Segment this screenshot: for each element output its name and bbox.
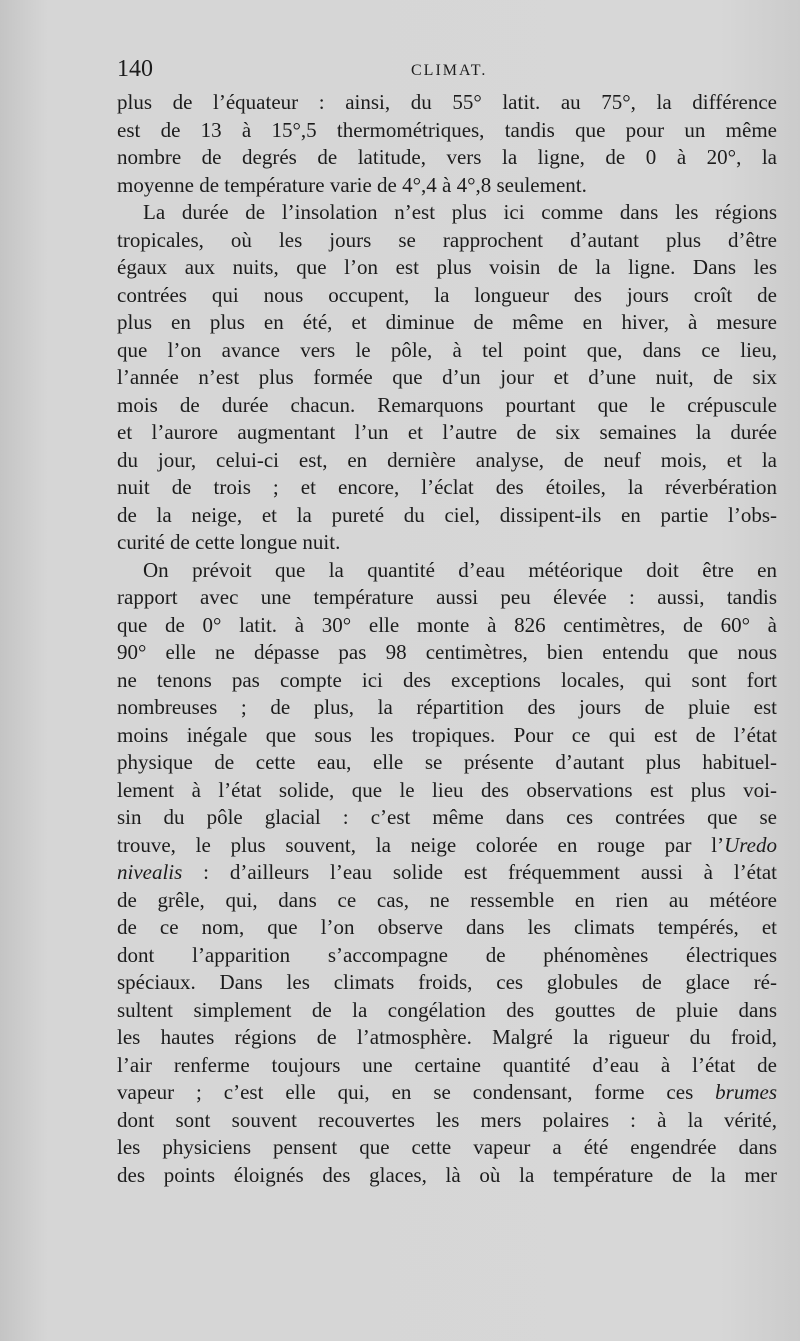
text-run: : d’ailleurs l’eau solide est fréquemment aussi à l’état: [182, 860, 777, 884]
text-run: vapeur ; c’est elle qui, en se condensant, forme ces: [117, 1080, 716, 1104]
text-line: que de 0° latit. à 30° elle monte à 826 centimètres, de 60° à: [117, 612, 777, 637]
text-line: lement à l’état solide, que le lieu des observations est plus voi-: [117, 777, 777, 802]
text-line: sin du pôle glacial : c’est même dans ces contrées que se: [117, 805, 777, 829]
text-line: nuit de trois ; et encore, l’éclat des étoiles, la réverbération: [117, 475, 777, 499]
text-line: plus de l’équateur : ainsi, du 55° latit. au 75°, la différence: [117, 90, 777, 114]
text-line: du jour, celui-ci est, en dernière analyse, de neuf mois, et la: [117, 447, 777, 472]
page-header: [117, 56, 777, 86]
text-line: les physiciens pensent que cette vapeur a été engendrée dans: [117, 1135, 777, 1159]
italic-term: nivealis: [117, 860, 183, 884]
paragraph-1: [117, 89, 777, 199]
text-line: de ce nom, que l’on observe dans les climats tempérés, et: [117, 915, 777, 939]
italic-term: Uredo: [724, 832, 777, 857]
text-line: que l’on avance vers le pôle, à tel point que, dans ce lieu,: [117, 337, 777, 362]
text-line: des points éloignés des glaces, là où la température de la mer: [117, 1162, 777, 1187]
paragraph-2: [117, 199, 777, 557]
text-line: [117, 859, 777, 887]
running-title: CLIMAT.: [411, 62, 488, 79]
text-line: de grêle, qui, dans ce cas, ne ressemble en rien au météore: [117, 887, 777, 912]
text-line: nombreuses ; de plus, la répartition des jours de pluie est: [117, 695, 777, 719]
paragraph-3: [117, 557, 777, 1190]
text-run: trouve, le plus souvent, la neige colorée en rouge par l’: [117, 832, 725, 857]
text-line: rapport avec une température aussi peu élevée : aussi, tandis: [117, 585, 777, 609]
text-line-with-italic: [117, 832, 777, 860]
text-line: spéciaux. Dans les climats froids, ces globules de glace ré-: [117, 970, 777, 994]
text-line: nombre de degrés de latitude, vers la ligne, de 0 à 20°, la: [117, 145, 777, 169]
text-line: La durée de l’insolation n’est plus ici comme dans les régions: [143, 200, 777, 224]
text-line: l’année n’est plus formée que d’un jour et d’une nuit, de six: [117, 365, 777, 389]
text-line: curité de cette longue nuit.: [117, 530, 341, 554]
text-line: égaux aux nuits, que l’on est plus voisin de la ligne. Dans les: [117, 255, 777, 279]
text-line: est de 13 à 15°,5 thermométriques, tandis que pour un même: [117, 117, 777, 142]
text-line: physique de cette eau, elle se présente d’autant plus habituel-: [117, 750, 777, 774]
text-line-with-italic: [117, 1079, 777, 1107]
text-line: moyenne de température varie de 4°,4 à 4°,8 seulement.: [117, 172, 587, 197]
text-line: l’air renferme toujours une certaine quantité d’eau à l’état de: [117, 1052, 777, 1077]
text-line: moins inégale que sous les tropiques. Pour ce qui est de l’état: [117, 722, 777, 747]
text-line: sultent simplement de la congélation des gouttes de pluie dans: [117, 997, 777, 1022]
text-line: ne tenons pas compte ici des exceptions locales, qui sont fort: [117, 667, 777, 692]
text-line: et l’aurore augmentant l’un et l’autre de six semaines la durée: [117, 420, 777, 444]
text-line: les hautes régions de l’atmosphère. Malgré la rigueur du froid,: [117, 1025, 777, 1049]
text-line: de la neige, et la pureté du ciel, dissipent-ils en partie l’obs-: [117, 502, 777, 527]
page-number: 140: [117, 56, 153, 82]
text-line: dont l’apparition s’accompagne de phénomènes électriques: [117, 942, 777, 967]
body-text: [117, 89, 777, 1189]
text-line: On prévoit que la quantité d’eau météorique doit être en: [143, 557, 777, 582]
text-line: plus en plus en été, et diminue de même en hiver, à mesure: [117, 310, 777, 334]
text-line: 90° elle ne dépasse pas 98 centimètres, bien entendu que nous: [117, 640, 777, 664]
text-line: mois de durée chacun. Remarquons pourtant que le crépuscule: [117, 392, 777, 417]
text-line: contrées qui nous occupent, la longueur des jours croît de: [117, 282, 777, 307]
text-line: dont sont souvent recouvertes les mers polaires : à la vérité,: [117, 1107, 777, 1132]
italic-term: brumes: [715, 1080, 777, 1104]
text-line: tropicales, où les jours se rapprochent d’autant plus d’être: [117, 227, 777, 252]
